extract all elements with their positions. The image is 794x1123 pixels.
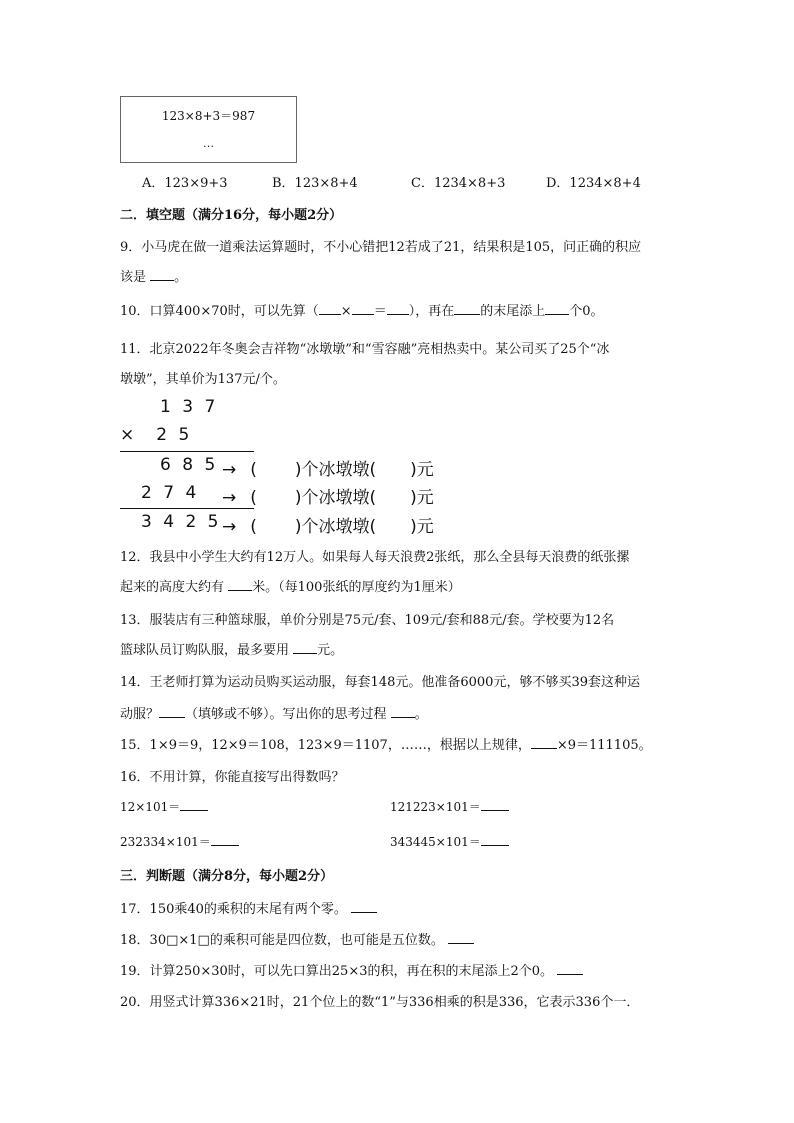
- calc-partial-2: 2 7 4: [141, 483, 200, 503]
- pattern-line-1: 123×8+3＝987: [161, 109, 256, 123]
- answer-blank[interactable]: [557, 962, 583, 975]
- answer-blank[interactable]: [454, 302, 480, 315]
- calc-product: 3 4 2 5: [141, 512, 222, 532]
- answer-blank[interactable]: [351, 900, 377, 913]
- q12-line-2: 起来的高度大约有 米。（每100张纸的厚度约为1厘米）: [120, 580, 461, 595]
- answer-blank[interactable]: [159, 705, 185, 718]
- answer-blank[interactable]: [387, 302, 409, 315]
- answer-blank[interactable]: [545, 302, 569, 315]
- answer-blank[interactable]: [448, 931, 474, 944]
- q16-expr-1: 12×101＝: [120, 798, 208, 815]
- q15-line: 15．1×9＝9，12×9＝108，123×9＝1107，……，根据以上规律， ×9＝111105。: [120, 738, 652, 753]
- option-b: B．123×8+4: [272, 176, 358, 191]
- q16-expr-2: 121223×101＝: [390, 798, 509, 815]
- calc-rule-2: [120, 508, 254, 509]
- answer-blank[interactable]: [319, 302, 341, 315]
- answer-blank[interactable]: [481, 833, 509, 846]
- pattern-ellipsis: …: [203, 137, 214, 150]
- q16-title: 16．不用计算，你能直接写出得数吗？: [120, 770, 345, 785]
- calc-row-2-answer: → ( )个冰墩墩( )元: [222, 488, 434, 508]
- answer-blank[interactable]: [391, 705, 415, 718]
- q16-expr-3: 232334×101＝: [120, 833, 239, 850]
- q16-expr-4: 343445×101＝: [390, 833, 509, 850]
- calc-row-1-answer: → ( )个冰墩墩( )元: [222, 460, 434, 480]
- q11-line-2: 墩墩”，其单价为137元/个。: [120, 372, 286, 387]
- answer-blank[interactable]: [180, 798, 208, 811]
- calc-rule-1: [120, 451, 254, 452]
- q10-line: 10．口算400×70时，可以先算（ × ＝ ），再在 的末尾添上 个0。: [120, 304, 604, 319]
- q11-line-1: 11．北京2022年冬奥会吉祥物“冰墩墩”和“雪容融”亮相热卖中。某公司买了25个“冰: [120, 342, 610, 357]
- option-d: D．1234×8+4: [546, 176, 641, 191]
- q18-line: 18．30□×1□的乘积可能是四位数，也可能是五位数。: [120, 929, 474, 948]
- q9-line-2: 该是 。: [120, 270, 188, 285]
- arrow-icon: →: [222, 517, 237, 537]
- answer-blank[interactable]: [211, 833, 239, 846]
- q17-line: 17．150乘40的乘积的末尾有两个零。: [120, 898, 377, 917]
- option-c: C．1234×8+3: [411, 176, 506, 191]
- calc-partial-1: 6 8 5: [160, 455, 219, 475]
- q14-line-2: 动服？ （填够或不够）。写出你的思考过程 。: [120, 707, 428, 722]
- q12-line-1: 12．我县中小学生大约有12万人。如果每人每天浪费2张纸，那么全县每天浪费的纸张摞: [120, 550, 630, 565]
- answer-blank[interactable]: [150, 268, 174, 281]
- q13-line-2: 篮球队员订购队服，最多要用 元。: [120, 643, 344, 658]
- calc-multiplicand: 1 3 7: [160, 397, 219, 417]
- answer-blank[interactable]: [531, 736, 557, 749]
- answer-blank[interactable]: [481, 798, 509, 811]
- q14-line-1: 14．王老师打算为运动员购买运动服，每套148元。他准备6000元，够不够买39套这种运: [120, 675, 640, 690]
- arrow-icon: →: [222, 460, 237, 480]
- answer-blank[interactable]: [293, 641, 317, 654]
- calc-multiplier: × 2 5: [120, 425, 193, 445]
- answer-blank[interactable]: [352, 302, 374, 315]
- q13-line-1: 13．服装店有三种篮球服，单价分别是75元/套、109元/套和88元/套。学校要为12名: [120, 613, 615, 628]
- q19-line: 19．计算250×30时，可以先口算出25×3的积，再在积的末尾添上2个0。: [120, 960, 583, 979]
- arrow-icon: →: [222, 488, 237, 508]
- calc-row-3-answer: → ( )个冰墩墩( )元: [222, 517, 434, 537]
- option-a: A．123×9+3: [142, 176, 228, 191]
- pattern-box: [120, 96, 297, 163]
- q20-line: 20．用竖式计算336×21时，21个位上的数“1”与336相乘的积是336，它表示336个一．: [120, 995, 640, 1010]
- section-3-title: 三．判断题（满分8分，每小题2分）: [120, 869, 334, 884]
- answer-blank[interactable]: [228, 578, 252, 591]
- q9-line-1: 9．小马虎在做一道乘法运算题时，不小心错把12若成了21，结果积是105，问正确的积应: [120, 240, 642, 255]
- section-2-title: 二．填空题（满分16分，每小题2分）: [120, 208, 343, 223]
